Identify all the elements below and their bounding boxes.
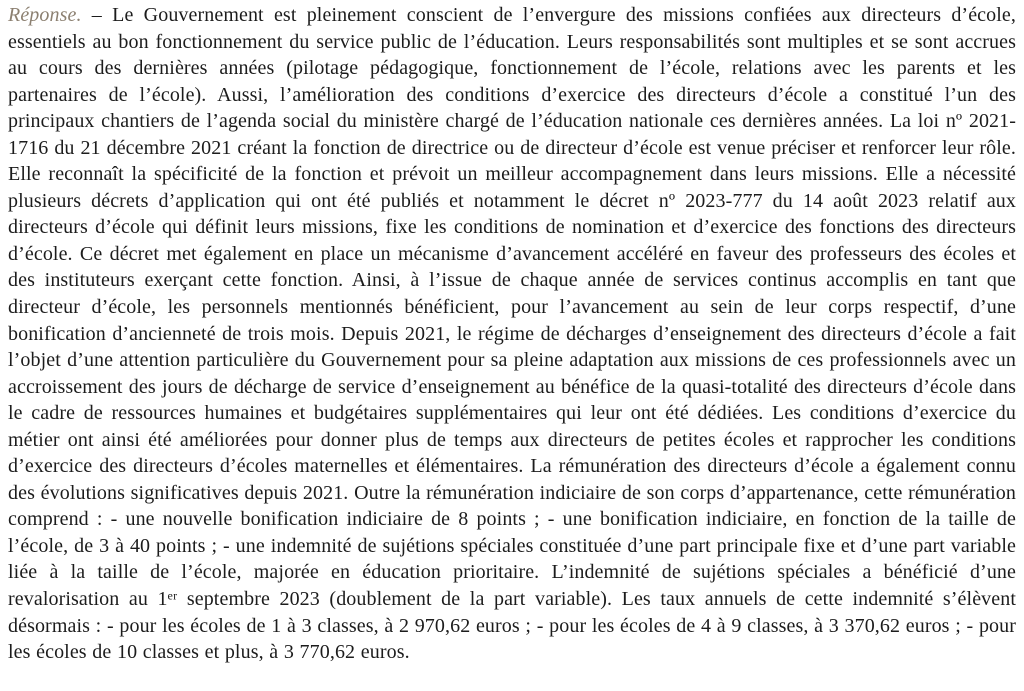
response-body-text: Le Gouvernement est pleinement conscient de l’envergure des missions confiées aux directeurs d’école, essentiels au bon fonctionnement du service public de l’éducation. Leurs responsabilités sont multiples et se sont accrues au cours des dernières années (pilotage pédagogique, fonctionnement de l’école, relations avec les parents et les partenaires de l’école). Aussi, l’amélioration des conditions d’exercice des directeurs d’école a constitué l’un des principaux chantiers de l’agenda social du ministère chargé de l’éducation nationale ces dernières années. La loi nº 2021-1716 du 21 décembre 2021 créant la fonction de directrice ou de directeur d’école est venue préciser et renforcer leur rôle. Elle reconnaît la spécificité de la fonction et prévoit un meilleur accompagnement dans leurs missions. Elle a nécessité plusieurs décrets d’application qui ont été publiés et notamment le décret nº 2023-777 du 14 août 2023 relatif aux directeurs d’école qui définit leurs missions, fixe les conditions de nomination et d’exercice des fonctions des directeurs d’école. Ce décret met également en place un mécanisme d’avancement accéléré en faveur des professeurs des écoles et des instituteurs exerçant cette fonction. Ainsi, à l’issue de chaque année de services continus accomplis en tant que directeur d’école, les personnels mentionnés bénéficient, pour l’avancement au sein de leur corps respectif, d’une bonification d’ancienneté de trois mois. Depuis 2021, le régime de décharges d’enseignement des directeurs d’école a fait l’objet d’une attention particulière du Gouvernement pour sa pleine adaptation aux missions de ces professionnels avec un accroissement des jours de décharge de service d’enseignement au bénéfice de la quasi-totalité des directeurs d’école dans le cadre de ressources humaines et budgétaires supplémentaires qui leur ont été dédiées. Les conditions d’exercice du métier ont ainsi été améliorées pour donner plus de temps aux directeurs de petites écoles et rapprocher les conditions d’exercice des directeurs d’écoles maternelles et élémentaires. La rémunération des directeurs d’école a également connu des évolutions significatives depuis 2021. Outre la rémunération indiciaire de son corps d’appartenance, cette rémunération comprend : - une nouvelle bonification indiciaire de 8 points ; - une bonification indiciaire, en fonction de la taille de l’école, de 3 à 40 points ; - une indemnité de sujétions spéciales constituée d’une part principale fixe et d’une part variable liée à la taille de l’école, majorée en éducation prioritaire. L’indemnité de sujétions spéciales a bénéficié d’une revalorisation au 1ᵉʳ septembre 2023 (doublement de la part variable). Les taux annuels de cette indemnité s’élèvent désormais : - pour les écoles de 1 à 3 classes, à 2 970,62 euros ; - pour les écoles de 4 à 9 classes, à 3 370,62 euros ; - pour les écoles de 10 classes et plus, à 3 770,62 euros.: [8, 4, 1016, 664]
response-label: Réponse.: [8, 4, 82, 26]
response-separator: –: [81, 4, 113, 26]
response-paragraph: [8, 2, 1016, 666]
